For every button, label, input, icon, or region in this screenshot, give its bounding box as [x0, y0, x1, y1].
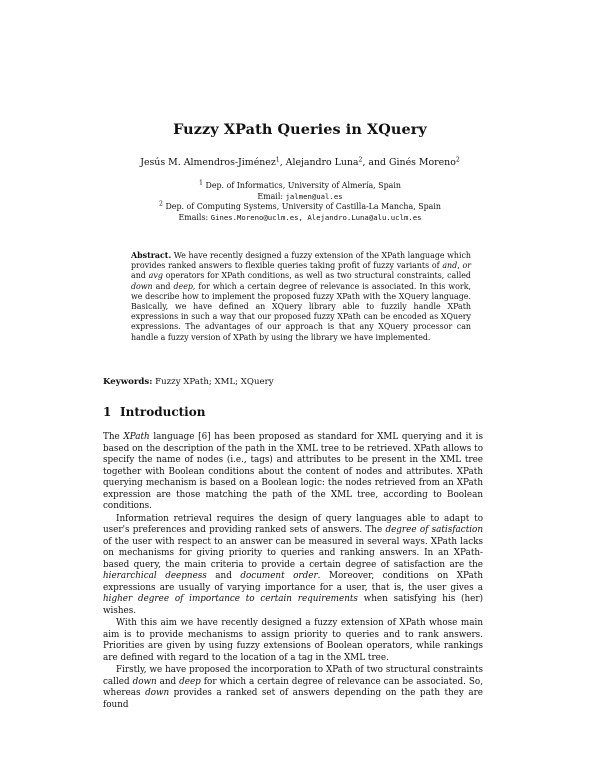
affiliation-1-email: Email: jalmen@ual.es: [257, 192, 343, 201]
section-title: Introduction: [120, 405, 206, 419]
keywords-label: Keywords:: [103, 377, 153, 387]
author-name: Ginés Moreno: [389, 157, 456, 168]
affiliation-2-email: Emails: Gines.Moreno@uclm.es, Alejandro.Luna@alu.uclm.es: [178, 213, 422, 222]
author-mark: 1: [275, 156, 280, 164]
keywords: Keywords: Fuzzy XPath; XML; XQuery: [103, 377, 274, 387]
paragraph: With this aim we have recently designed a fuzzy extension of XPath whose main aim is to provide mechanisms to assign priority to queries and to rank answers. Priorities are given by using fuzzy extensions of Boolean operators, while rankings are defined with regard to the location of a tag in the XML tree.: [103, 618, 483, 663]
author-name: Alejandro Luna: [285, 157, 359, 168]
abstract-label: Abstract.: [131, 251, 172, 260]
author-mark: 2: [455, 156, 460, 164]
email-address[interactable]: jalmen@ual.es: [285, 192, 343, 201]
abstract: Abstract. We have recently designed a fuzzy extension of the XPath language which provides ranked answers to flexible queries taking profit of fuzzy variants of and, or and avg operators for XPath conditions, as well as two structural constraints, called down and deep, for which a certain degree of relevance is associated. In this work, we describe how to implement the proposed fuzzy XPath with the XQuery language. Basically, we have defined an XQuery library able to fuzzily handle XPath expressions in such a way that our proposed fuzzy XPath can be encoded as XQuery expressions. The advantages of our approach is that any XQuery processor can handle a fuzzy version of XPath by using the library we have implemented.: [131, 251, 471, 342]
author-mark: 2: [358, 156, 363, 164]
affiliation-1: $^1$ Dep. of Informatics, University of Almería, Spain: [199, 179, 401, 190]
paragraph: Information retrieval requires the design of query languages able to adapt to user's preferences and providing ranked sets of answers. The degree of satisfaction of the user with respect to an answer can be measured in several ways. XPath lacks on mechanisms for giving priority to queries and ranking answers. In an XPath-based query, the main criteria to provide a certain degree of satisfaction are the hierarchical deepness and document order. Moreover, conditions on XPath expressions are usually of varying importance for a user, that is, the user gives a higher degree of importance to certain requirements when satisfying his (her) wishes.: [103, 513, 484, 616]
author-name: Jesús M. Almendros-Jiménez: [140, 157, 276, 168]
section-number: 1: [103, 405, 112, 419]
paper-title: Fuzzy XPath Queries in XQuery: [173, 121, 427, 138]
paragraph: Firstly, we have proposed the incorporation to XPath of two structural constraints called down and deep for which a certain degree of relevance can be associated. So, whereas down provides a ranked set of answers depending on the path they are found: [103, 665, 483, 710]
body-text: [103, 432, 483, 711]
author-line: Jesús M. Almendros-Jiménez$^1$, Alejandro Luna$^2$, and Ginés Moreno$^2$: [140, 156, 460, 168]
section-heading: [103, 405, 205, 419]
email-address[interactable]: Gines.Moreno@uclm.es, Alejandro.Luna@alu.uclm.es: [210, 213, 422, 222]
paragraph: The XPath language [6] has been proposed as standard for XML querying and it is based on the description of the path in the XML tree to be retrieved. XPath allows to specify the name of nodes (i.e., tags) and attributes to be present in the XML tree together with Boolean conditions about the content of nodes and attributes. XPath querying mechanism is based on a Boolean logic: the nodes retrieved from an XPath expression are those matching the path of the XML tree, according to Boolean conditions.: [103, 432, 484, 511]
affiliation-2: $^2$ Dep. of Computing Systems, University of Castilla-La Mancha, Spain: [159, 200, 441, 211]
